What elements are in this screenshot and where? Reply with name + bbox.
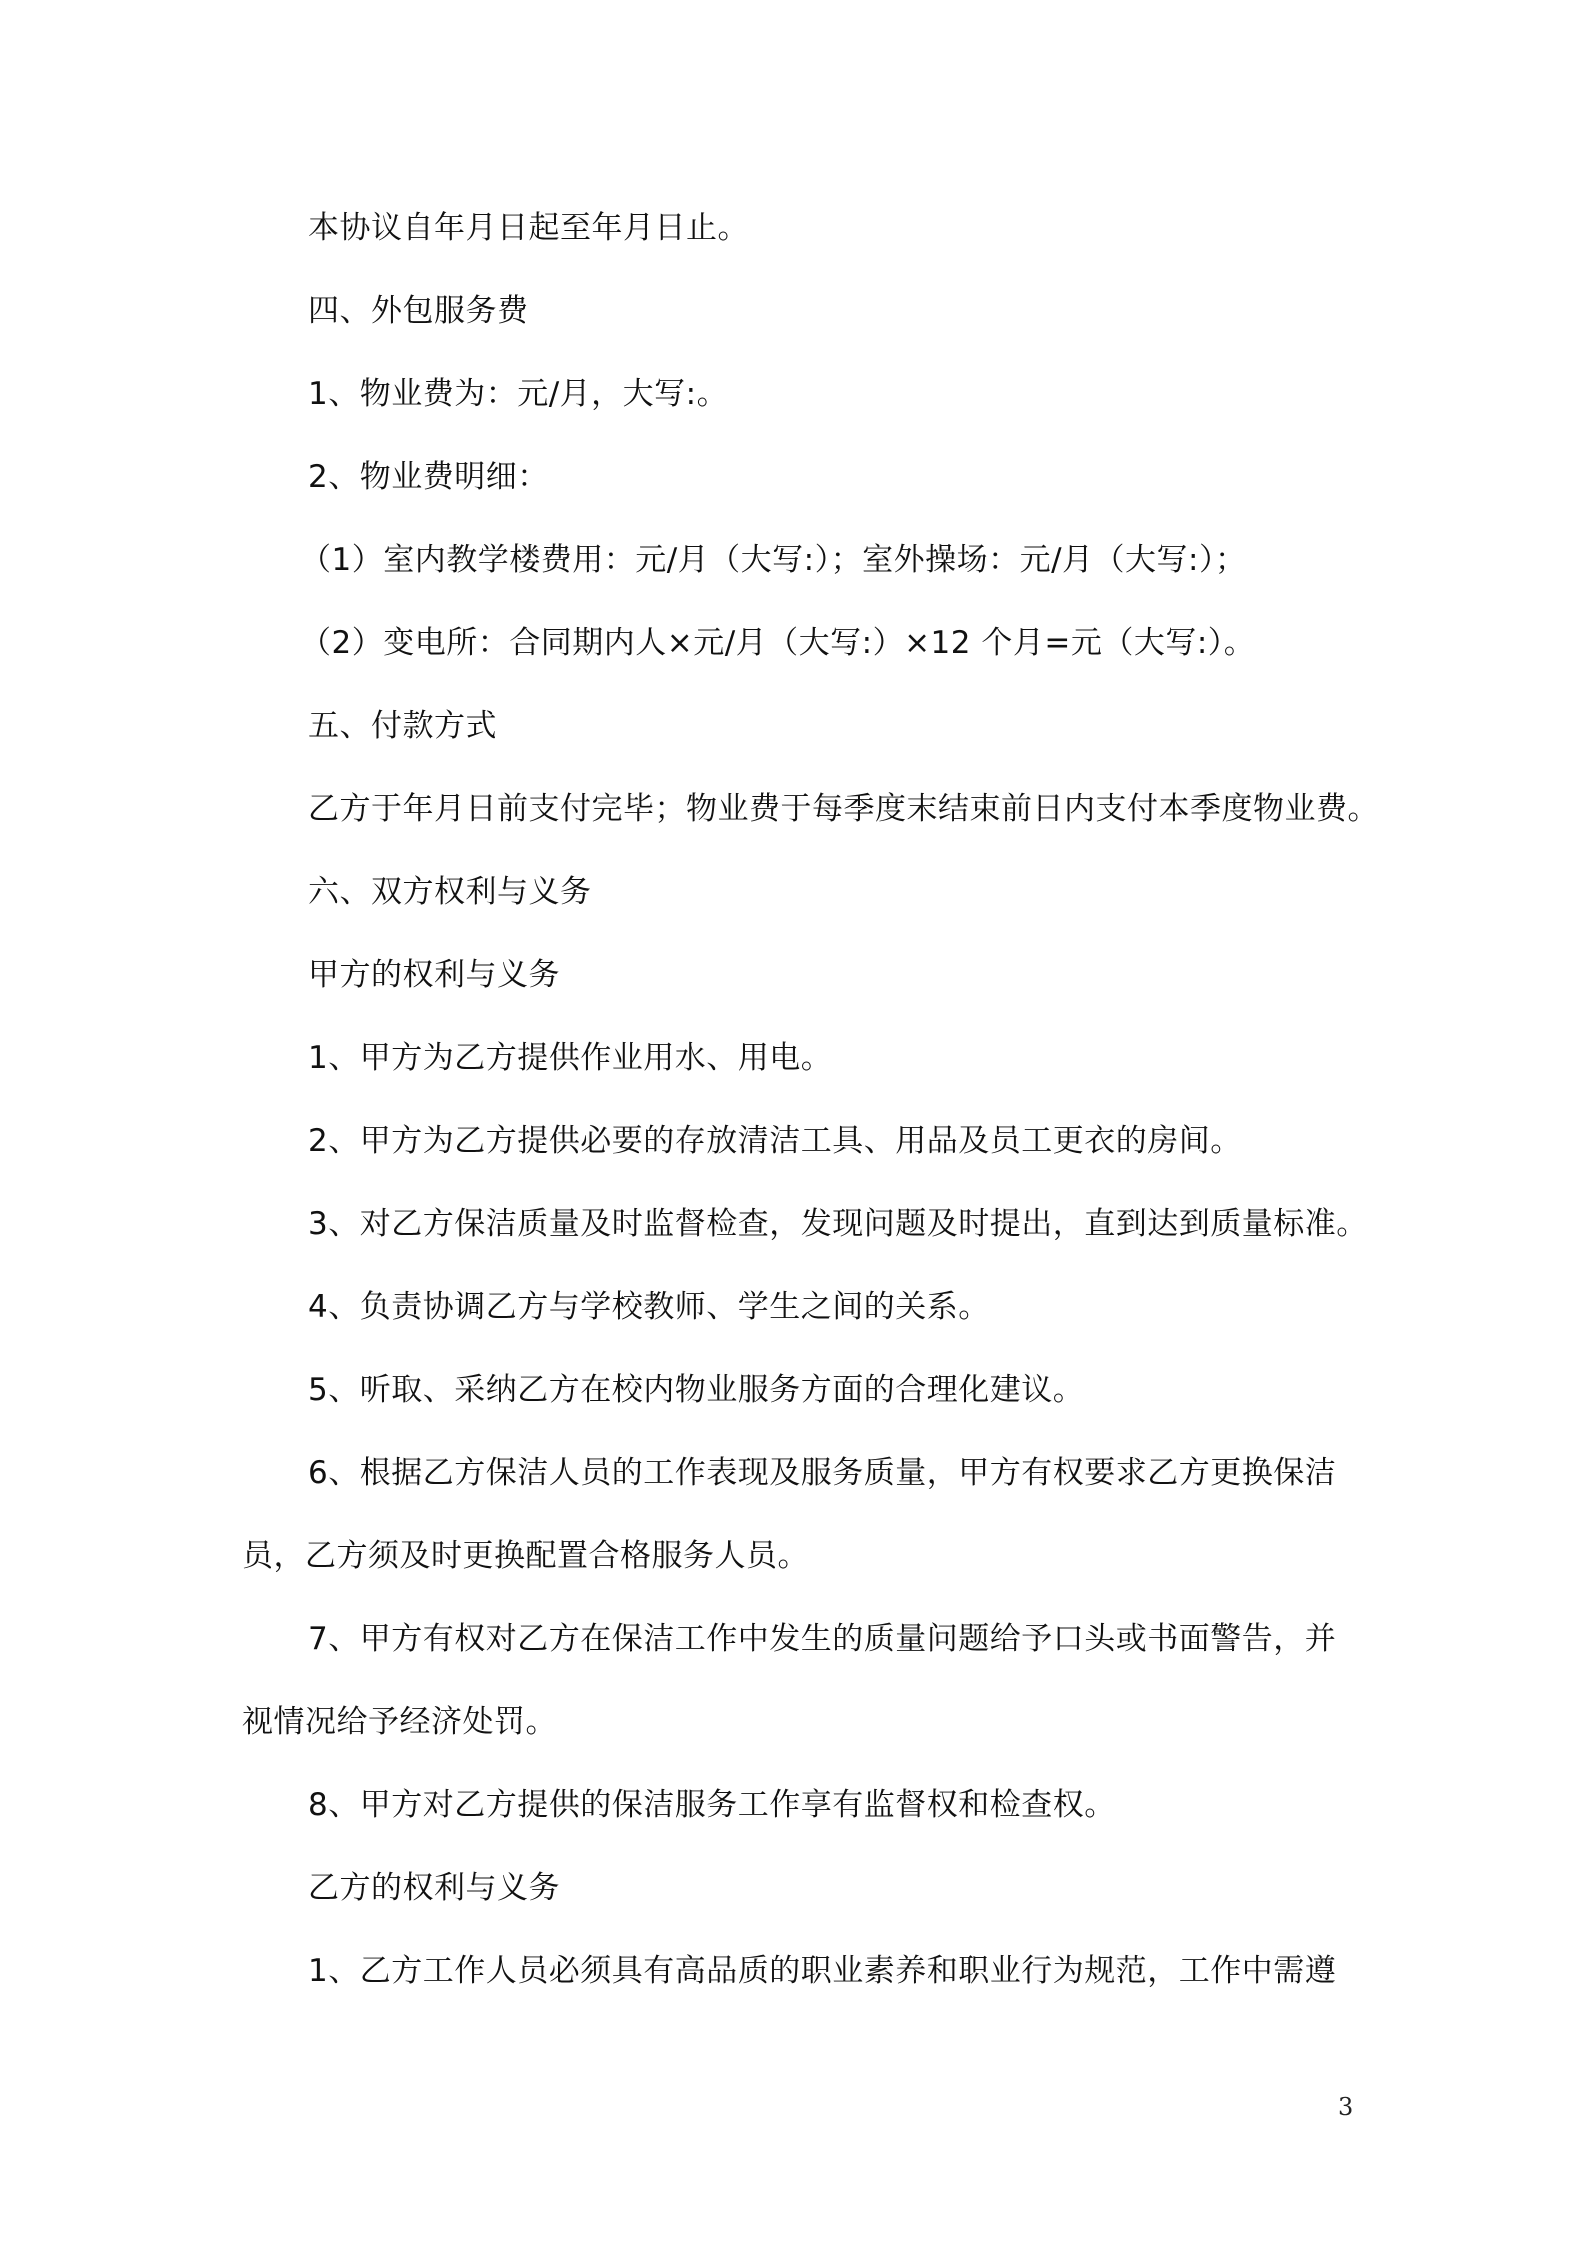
text-line: 视情况给予经济处罚。 bbox=[242, 1704, 557, 1740]
section-heading: 四、外包服务费 bbox=[308, 293, 529, 329]
text-line: 8、甲方对乙方提供的保洁服务工作享有监督权和检查权。 bbox=[308, 1787, 1116, 1823]
text-line: 4、负责协调乙方与学校教师、学生之间的关系。 bbox=[308, 1289, 990, 1325]
page-number: 3 bbox=[1338, 2093, 1354, 2121]
text-line: （1）室内教学楼费用：元/月（大写:）；室外操场：元/月（大写:）； bbox=[300, 542, 1247, 578]
text-line: 7、甲方有权对乙方在保洁工作中发生的质量问题给予口头或书面警告，并 bbox=[308, 1621, 1337, 1657]
text-line: 本协议自年月日起至年月日止。 bbox=[308, 210, 749, 246]
text-line: 员，乙方须及时更换配置合格服务人员。 bbox=[242, 1538, 809, 1574]
subsection-heading: 乙方的权利与义务 bbox=[308, 1870, 560, 1906]
text-line: 1、甲方为乙方提供作业用水、用电。 bbox=[308, 1040, 833, 1076]
text-line: 3、对乙方保洁质量及时监督检查，发现问题及时提出，直到达到质量标准。 bbox=[308, 1206, 1368, 1242]
section-heading: 六、双方权利与义务 bbox=[308, 874, 592, 910]
text-line: 2、物业费明细： bbox=[308, 459, 549, 495]
text-line: 1、乙方工作人员必须具有高品质的职业素养和职业行为规范，工作中需遵 bbox=[308, 1953, 1337, 1989]
subsection-heading: 甲方的权利与义务 bbox=[308, 957, 560, 993]
text-line: （2）变电所：合同期内人×元/月（大写:）×12 个月=元（大写:）。 bbox=[300, 625, 1256, 661]
section-heading: 五、付款方式 bbox=[308, 708, 497, 744]
text-line: 5、听取、采纳乙方在校内物业服务方面的合理化建议。 bbox=[308, 1372, 1085, 1408]
text-line: 乙方于年月日前支付完毕；物业费于每季度末结束前日内支付本季度物业费。 bbox=[308, 791, 1379, 827]
text-line: 2、甲方为乙方提供必要的存放清洁工具、用品及员工更衣的房间。 bbox=[308, 1123, 1242, 1159]
text-line: 6、根据乙方保洁人员的工作表现及服务质量，甲方有权要求乙方更换保洁 bbox=[308, 1455, 1337, 1491]
text-line: 1、物业费为：元/月，大写:。 bbox=[308, 376, 729, 412]
